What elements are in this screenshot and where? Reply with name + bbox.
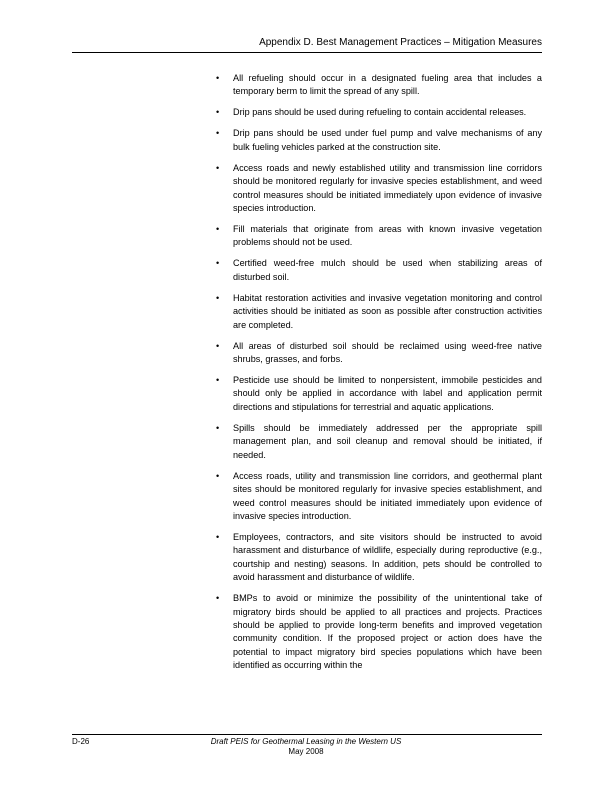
bullet-text: Certified weed-free mulch should be used when stabilizing areas of disturbed soil. [233,258,542,282]
bullet-text: Spills should be immediately addressed per the appropriate spill management plan, and soil cleanup and removal should be initiated, if needed. [233,422,542,460]
bullet-icon: • [216,73,220,83]
bullet-text: Access roads, utility and transmission line corridors, and geothermal plant sites should be monitored regularly for invasive species establishment, and weed control measures should be initiated immediately upon evidence of invasive species introduction. [233,470,542,521]
list-item [216,422,542,462]
running-footer [180,737,432,757]
bullet-text: Employees, contractors, and site visitors should be instructed to avoid harassment and disturbance of wildlife, especially during reproductive (e.g., courtship and nesting) seasons. In addition, pets should be controlled to avoid harassment and disturbance of wildlife. [233,531,542,583]
list-item [216,223,542,250]
bullet-text: Drip pans should be used during refueling to contain accidental releases. [233,107,527,118]
bullet-text: Pesticide use should be limited to nonpersistent, immobile pesticides and should only be applied in accordance with label and application permit directions and stipulations for terrestrial and aquatic applications. [233,375,542,412]
bullet-icon: • [216,292,220,303]
bullet-icon: • [216,162,220,173]
bullet-text: Drip pans should be used under fuel pump and valve mechanisms of any bulk fueling vehicles parked at the construction site. [233,128,542,152]
bullet-icon: • [216,340,220,351]
bullet-icon: • [216,593,220,604]
bullet-icon: • [216,128,220,139]
list-item [216,592,542,672]
header-divider [72,52,542,53]
bullet-text: BMPs to avoid or minimize the possibility of the unintentional take of migratory birds should be applied to all practices and projects. Practices should be applied to provide long-term benefits and improved vegetation community condition. If the proposed project or action does have the potential to impact migratory bird species populations which have been identified as occurring within the [233,593,542,671]
footer-document-title: Draft PEIS for Geothermal Leasing in the Western US [210,737,402,746]
bullet-text: Habitat restoration activities and invasive vegetation monitoring and control activities should be initiated as soon as possible after construction activities are completed. [233,292,542,330]
list-item [216,72,542,99]
bullet-icon: • [216,224,220,235]
running-header: Appendix D. Best Management Practices – Mitigation Measures [259,37,542,48]
list-item [216,531,542,585]
bullet-text: Fill materials that originate from areas with known invasive vegetation problems should not be used. [233,224,542,248]
bullet-icon: • [216,258,220,269]
bullet-icon: • [216,531,220,542]
bullet-text: Access roads and newly established utility and transmission line corridors should be monitored regularly for invasive species establishment, and weed control measures should be initiated immediately upon evidence of invasive species introduction. [233,162,542,214]
list-item [216,257,542,284]
list-item [216,340,542,367]
list-item [216,162,542,216]
bullet-text: All refueling should occur in a designated fueling area that includes a temporary berm to limit the spread of any spill. [233,73,542,97]
footer-divider [72,734,542,735]
bullet-icon: • [216,470,220,481]
footer-date: May 2008 [288,747,324,756]
list-item [216,127,542,154]
bullet-icon: • [216,422,220,433]
list-item [216,292,542,332]
bullet-icon: • [216,375,220,386]
list-item [216,374,542,414]
list-item [216,106,542,119]
list-item [216,470,542,524]
bullet-icon: • [216,107,220,118]
page-number: D-26 [72,737,90,746]
bullet-text: All areas of disturbed soil should be reclaimed using weed-free native shrubs, grasses, and forbs. [233,340,542,365]
bmp-bullet-list [216,72,542,680]
